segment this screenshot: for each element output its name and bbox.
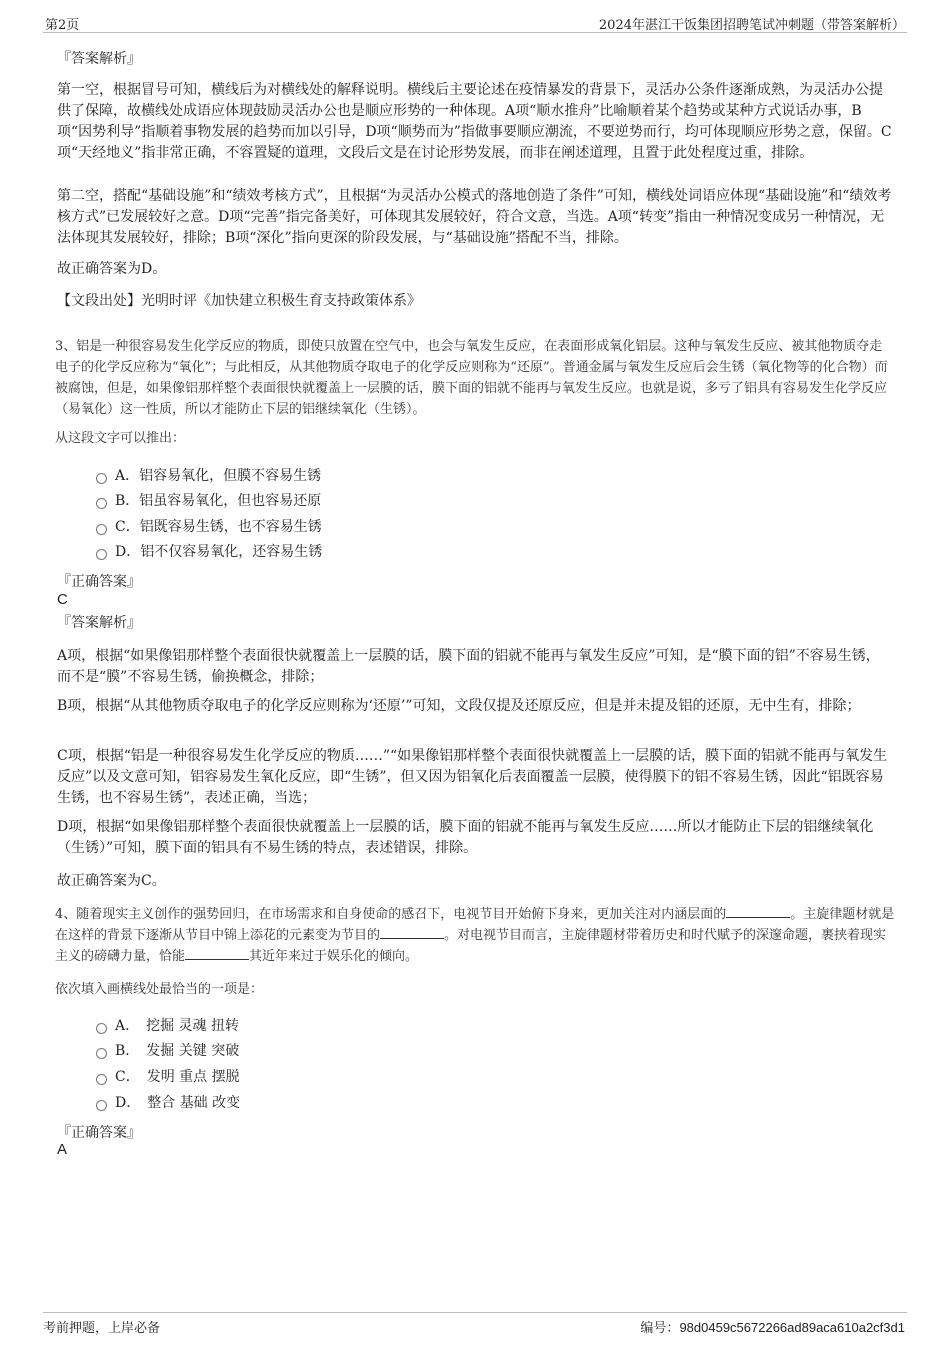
q3-analysis-label: 『答案解析』 — [57, 615, 141, 631]
q4-option-d[interactable]: D． 整合 基础 改变 — [96, 1093, 240, 1113]
q3-prompt: 从这段文字可以推出： — [55, 431, 186, 446]
q4-answer-label: 『正确答案』 — [57, 1125, 141, 1141]
q3-analysis-a: A项，根据“如果像铝那样整个表面很快就覆盖上一层膜的话，膜下面的铝就不能再与氧发生反应”可知，是“膜下面的铝”不容易生锈，而不是“膜”不容易生锈，偷换概念，排除； — [57, 648, 880, 685]
q3-option-d[interactable]: D．铝不仅容易氧化，还容易生锈 — [96, 542, 322, 562]
q2-analysis-para2: 第二空，搭配“基础设施”和“绩效考核方式”，且根据“为灵活办公模式的落地创造了条件”可知，横线处词语应体现“基础设施”和“绩效考核方式”已发展较好之意。D项“完善”指完备美好，可体现其发展较好，符合文意，当选。A项“转变”指由一种情况变成另一种情况，无法体现其发展较好，排除；B项“深化”指向更深的阶段发展，与“基础设施”搭配不当，排除。 — [57, 188, 892, 246]
q2-conclusion: 故正确答案为D。 — [57, 261, 167, 277]
q4-answer: A — [57, 1141, 68, 1158]
q3-conclusion: 故正确答案为C。 — [57, 873, 166, 889]
radio-icon[interactable] — [96, 1048, 107, 1059]
q2-analysis-label: 『答案解析』 — [57, 51, 141, 67]
q3-answer: C — [57, 591, 68, 608]
q3-answer-label: 『正确答案』 — [57, 574, 141, 590]
q4-option-a[interactable]: A． 挖掘 灵魂 扭转 — [96, 1016, 239, 1036]
q4-stem: 4、随着现实主义创作的强势回归，在市场需求和自身使命的感召下，电视节目开始俯下身来，更加关注对内涵层面的 。主旋律题材就是在这样的背景下逐渐从节目中锦上添花的元素变为节目的 。对电视节目而言，主旋律题材带着历史和时代赋予的深邃命题，裹挟着现实主义的磅礴力量，恰能 其近年来过于娱乐化的倾向。 — [55, 907, 895, 964]
radio-icon[interactable] — [96, 1023, 107, 1034]
q3-option-b[interactable]: B．铝虽容易氧化，但也容易还原 — [96, 491, 321, 511]
fill-blank — [185, 947, 249, 960]
fill-blank — [726, 905, 790, 918]
q4-option-b[interactable]: B． 发掘 关键 突破 — [96, 1041, 239, 1061]
q3-option-a[interactable]: A．铝容易氧化，但膜不容易生锈 — [96, 466, 321, 486]
q3-stem: 3、铝是一种很容易发生化学反应的物质，即使只放置在空气中，也会与氧发生反应，在表面形成氧化铝层。这种与氧发生反应、被其他物质夺走电子的化学反应称为“氧化”；与此相反，从其他物质夺取电子的化学反应则称为“还原”。普通金属与氧发生反应后会生锈（氧化物等的化合物）而被腐蚀，但是，如果像铝那样整个表面很快就覆盖上一层膜的话，膜下面的铝就不能再与氧发生反应。也就是说，多亏了铝具有容易发生化学反应（易氧化）这一性质，所以才能防止下层的铝继续氧化（生锈）。 — [55, 339, 888, 417]
q2-analysis-para1: 第一空，根据冒号可知，横线后为对横线处的解释说明。横线后主要论述在疫情暴发的背景下，灵活办公条件逐渐成熟，为灵活办公提供了保障，故横线处成语应体现鼓励灵活办公也是顺应形势的一种体现。A项“顺水推舟”比喻顺着某个趋势或某种方式说话办事，B项“因势利导”指顺着事物发展的趋势而加以引导，D项“顺势而为”指做事要顺应潮流，不要逆势而行，均可体现顺应形势之意，保留。C项“天经地义”指非常正确，不容置疑的道理，文段后文是在讨论形势发展，而非在阐述道理，且置于此处程度过重，排除。 — [57, 82, 892, 161]
q3-analysis-d: D项，根据“如果像铝那样整个表面很快就覆盖上一层膜的话，膜下面的铝就不能再与氧发生反应……所以才能防止下层的铝继续氧化（生锈）”可知，膜下面的铝具有不易生锈的特点，表述错误，排除。 — [57, 819, 874, 856]
page-number: 第2页 — [45, 18, 80, 33]
page-header — [43, 10, 907, 33]
q3-analysis-c: C项，根据“铝是一种很容易发生化学反应的物质……”“如果像铝那样整个表面很快就覆盖上一层膜的话，膜下面的铝就不能再与氧发生反应”以及文意可知，铝容易发生氧化反应，即“生锈”，但又因为铝氧化后表面覆盖一层膜，使得膜下的铝不容易生锈，因此“铝既容易生锈，也不容易生锈”，表述正确，当选； — [57, 748, 888, 806]
q3-option-c[interactable]: C．铝既容易生锈，也不容易生锈 — [96, 517, 322, 537]
radio-icon[interactable] — [96, 549, 107, 560]
radio-icon[interactable] — [96, 1100, 107, 1111]
footer-slogan: 考前押题，上岸必备 — [43, 1321, 161, 1336]
radio-icon[interactable] — [96, 498, 107, 509]
document-code: 编号：98d0459c5672266ad89aca610a2cf3d1 — [640, 1320, 905, 1336]
q4-option-c[interactable]: C． 发明 重点 摆脱 — [96, 1067, 240, 1087]
q2-source: 【文段出处】光明时评《加快建立积极生育支持政策体系》 — [57, 293, 421, 309]
radio-icon[interactable] — [96, 473, 107, 484]
page-footer — [43, 1312, 907, 1343]
q4-prompt: 依次填入画横线处最恰当的一项是： — [55, 982, 264, 997]
q3-analysis-b: B项，根据“从其他物质夺取电子的化学反应则称为‘还原’”可知，文段仅提及还原反应，但是并未提及铝的还原，无中生有，排除； — [57, 698, 861, 714]
document-title: 2024年湛江干饭集团招聘笔试冲刺题（带答案解析） — [598, 18, 905, 33]
fill-blank — [380, 926, 444, 939]
radio-icon[interactable] — [96, 1074, 107, 1085]
radio-icon[interactable] — [96, 524, 107, 535]
